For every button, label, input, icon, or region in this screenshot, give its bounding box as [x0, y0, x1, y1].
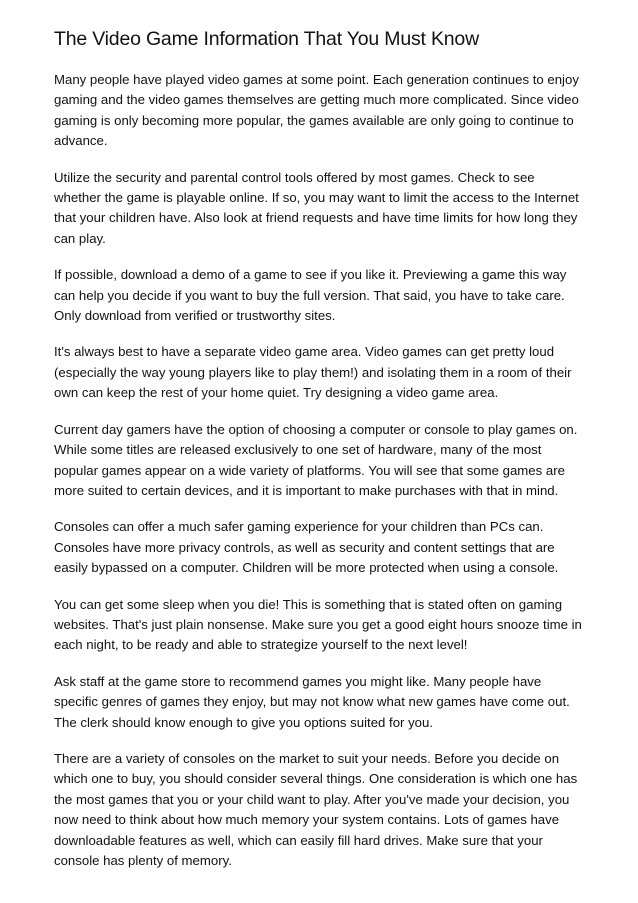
paragraph-2: Utilize the security and parental control tools offered by most games. Check to see whether the game is playable online. If so, you may want to limit the access to the Internet that your children have. Also look at friend requests and have time limits for how long they can play. — [54, 169, 579, 246]
paragraph-5: Current day gamers have the option of choosing a computer or console to play games on. While some titles are released exclusively to one set of hardware, many of the most popular games appear on a wide variety of platforms. You will see that some games are more suited to certain devices, and it is important to make purchases with that in mind. — [54, 421, 578, 498]
paragraph-7: You can get some sleep when you die! This is something that is stated often on gaming websites. That's just plain nonsense. Make sure you get a good eight hours snooze time in each night, to be ready and able to strategize yourself to the next level! — [54, 596, 582, 653]
document-page — [54, 26, 584, 887]
paragraph-6: Consoles can offer a much safer gaming experience for your children than PCs can. Consoles have more privacy controls, as well as security and content settings that are easily bypassed on a computer. Children will be more protected when using a console. — [54, 519, 559, 576]
document-title: The Video Game Information That You Must Know — [54, 28, 479, 50]
paragraph-3: If possible, download a demo of a game to see if you like it. Previewing a game this way can help you decide if you want to buy the full version. That said, you have to take care. Only download from verified or trustworthy sites. — [54, 267, 567, 324]
paragraph-9: There are a variety of consoles on the market to suit your needs. Before you decide on which one to buy, you should consider several things. One consideration is which one has the most games that you or your child want to play. After you've made your decision, you now need to think about how much memory your system contains. Lots of games have downloadable features as well, which can easily fill hard drives. Make sure that your console has plenty of memory. — [54, 750, 578, 868]
paragraph-4: It's always best to have a separate video game area. Video games can get pretty loud (especially the way young players like to play them!) and isolating them in a room of their own can keep the rest of your home quiet. Try designing a video game area. — [54, 344, 572, 401]
paragraph-1: Many people have played video games at some point. Each generation continues to enjoy gaming and the video games themselves are getting much more complicated. Since video gaming is only becoming more popular, the games available are only going to continue to advance. — [54, 72, 579, 149]
paragraph-8: Ask staff at the game store to recommend games you might like. Many people have specific genres of games they enjoy, but may not know what new games have come out. The clerk should know enough to give you options suited for you. — [54, 673, 570, 730]
